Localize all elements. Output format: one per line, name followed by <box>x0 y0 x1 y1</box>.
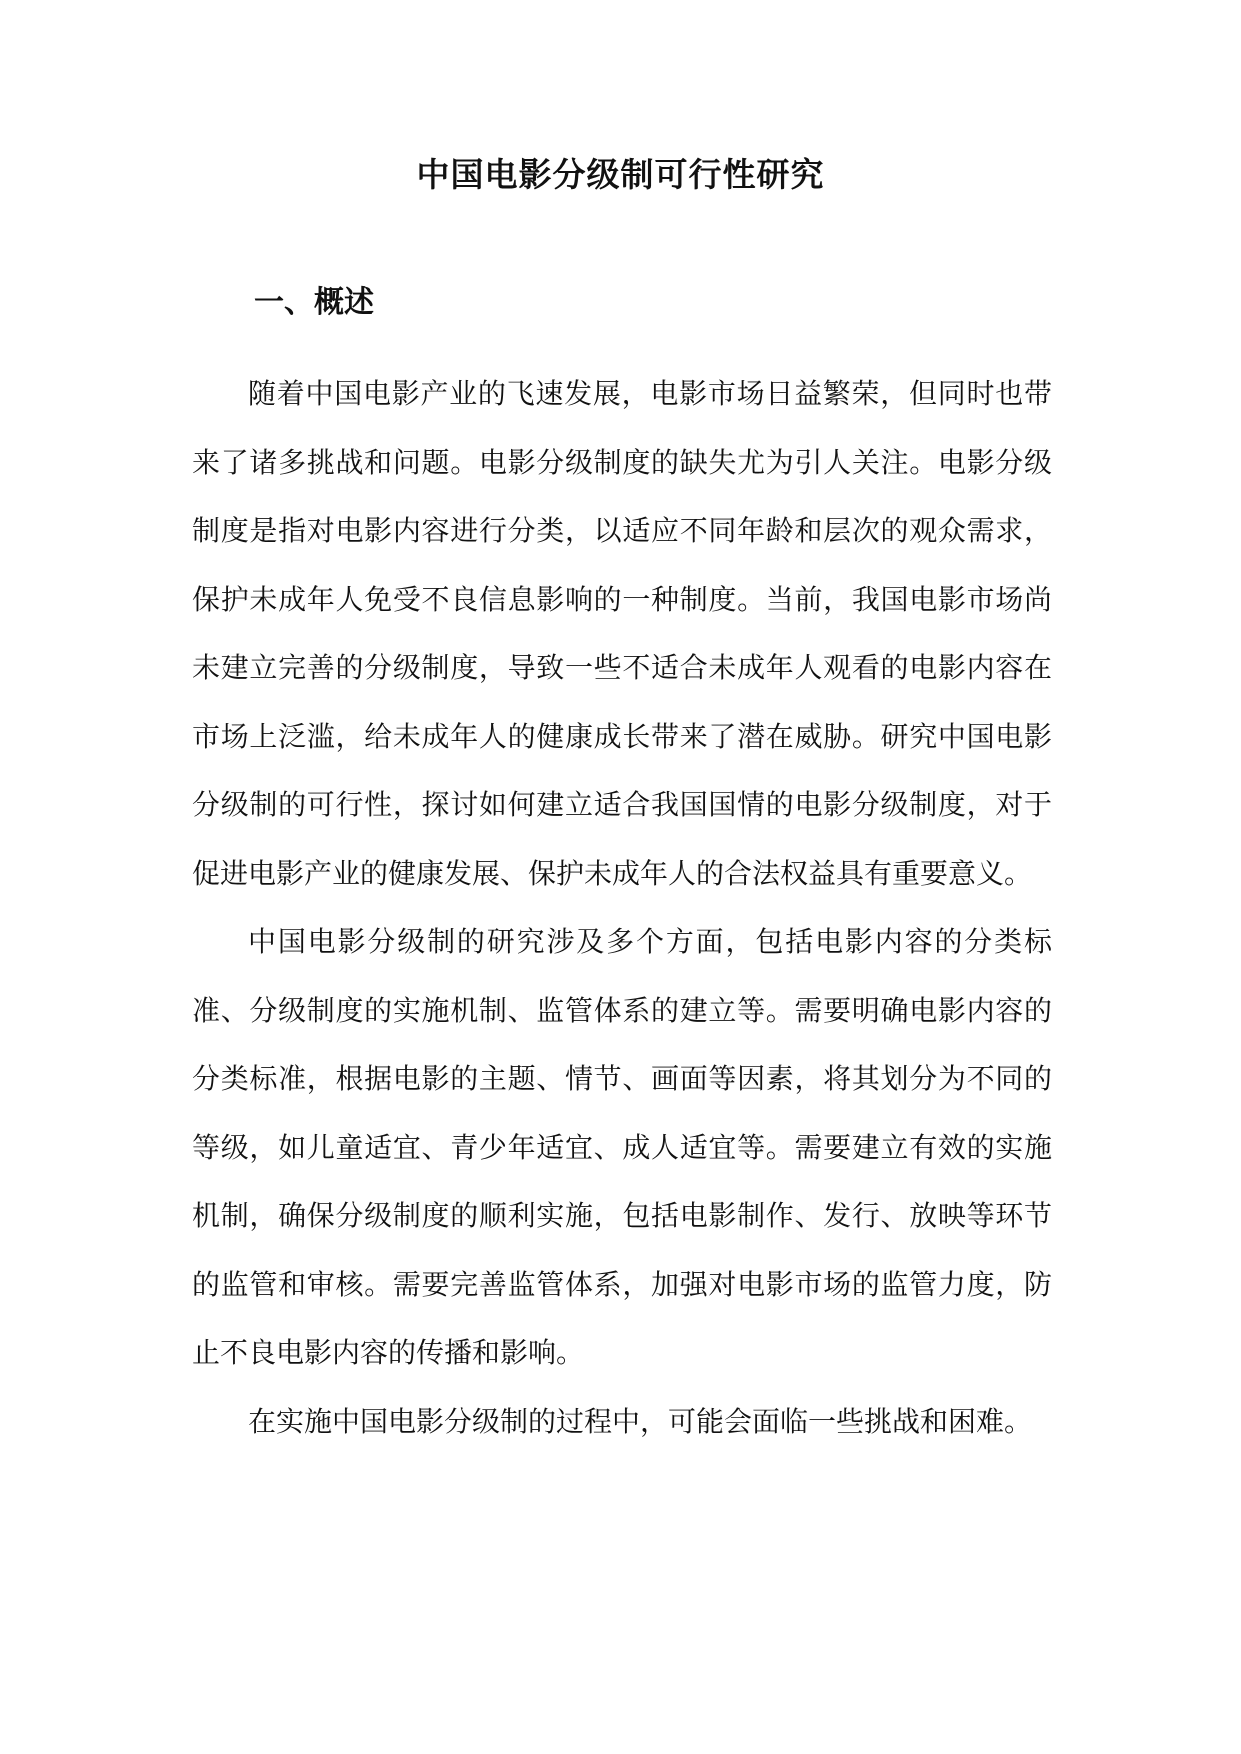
paragraph: 在实施中国电影分级制的过程中，可能会面临一些挑战和困难。 <box>248 1404 1033 1438</box>
paragraph: 中国电影分级制的研究涉及多个方面，包括电影内容的分类标准、分级制度的实施机制、监管体系的建立等。需要明确电影内容的分类标准，根据电影的主题、情节、画面等因素，将其划分为不同的等级，如儿童适宜、青少年适宜、成人适宜等。需要建立有效的实施机制，确保分级制度的顺利实施，包括电影制作、发行、放映等环节的监管和审核。需要完善监管体系，加强对电影市场的监管力度，防止不良电影内容的传播和影响。 <box>192 925 1052 1369</box>
paragraph: 随着中国电影产业的飞速发展，电影市场日益繁荣，但同时也带来了诸多挑战和问题。电影分级制度的缺失尤为引人关注。电影分级制度是指对电影内容进行分类，以适应不同年龄和层次的观众需求，保护未成年人免受不良信息影响的一种制度。当前，我国电影市场尚未建立完善的分级制度，导致一些不适合未成年人观看的电影内容在市场上泛滥，给未成年人的健康成长带来了潜在威胁。研究中国电影分级制的可行性，探讨如何建立适合我国国情的电影分级制度，对于促进电影产业的健康发展、保护未成年人的合法权益具有重要意义。 <box>192 377 1052 890</box>
body-text <box>192 360 1052 1456</box>
document-title: 中国电影分级制可行性研究 <box>416 155 825 194</box>
section-heading: 一、概述 <box>254 285 374 320</box>
